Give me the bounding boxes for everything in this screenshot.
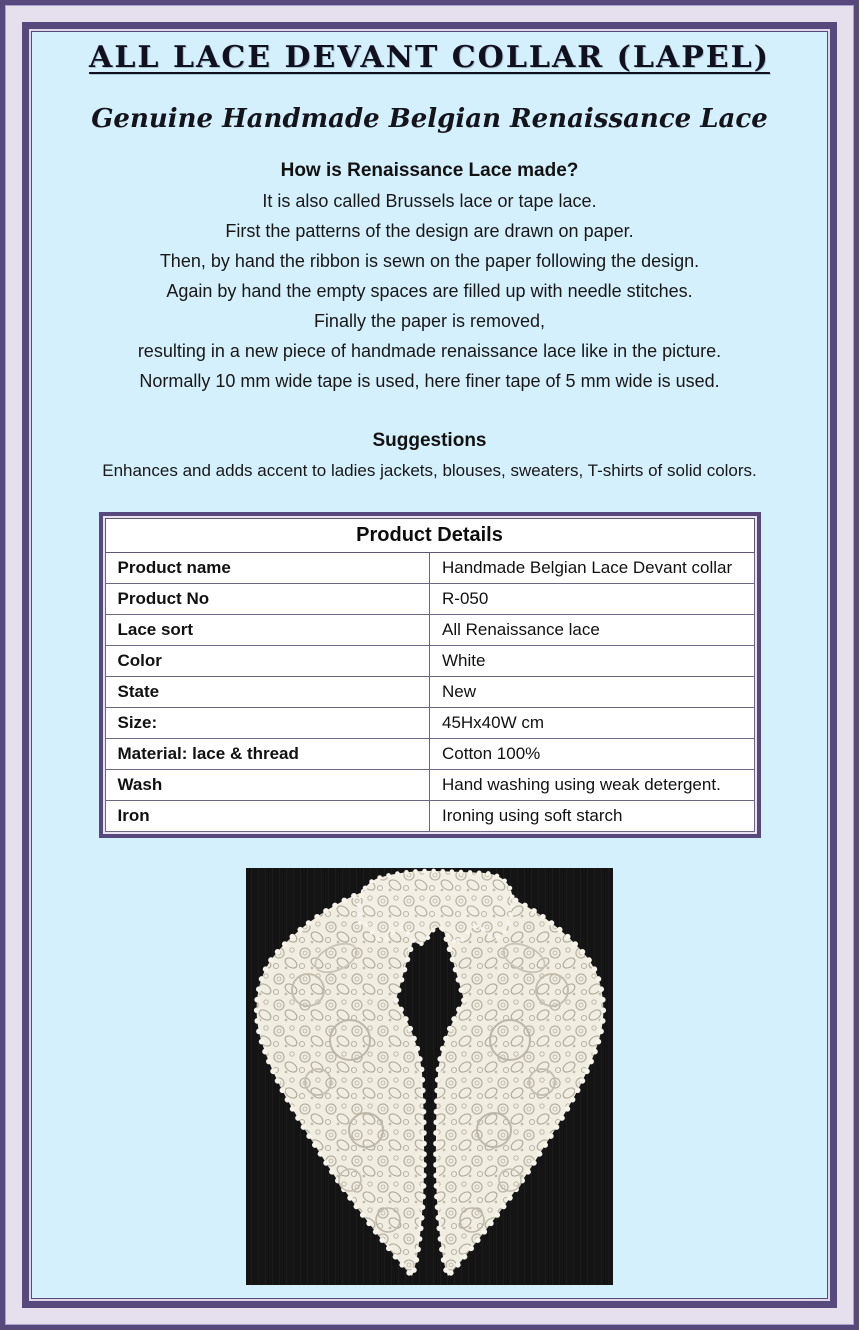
product-details-table-frame [99, 512, 761, 838]
product-photo [246, 868, 613, 1285]
table-row [105, 677, 754, 708]
row-value: Handmade Belgian Lace Devant collar [430, 553, 755, 584]
table-row [105, 553, 754, 584]
how-made-line: Then, by hand the ribbon is sewn on the paper following the design. [159, 251, 700, 271]
row-label: Lace sort [105, 615, 430, 646]
table-row [105, 584, 754, 615]
row-value: 45Hx40W cm [430, 708, 755, 739]
listing-title: ALL LACE DEVANT COLLAR (LAPEL) [89, 40, 770, 75]
inner-frame [22, 22, 837, 1308]
row-value: R-050 [430, 584, 755, 615]
lace-collar-image [246, 868, 613, 1285]
outer-frame [5, 5, 854, 1325]
how-made-line: It is also called Brussels lace or tape lace. [262, 191, 597, 211]
how-made-heading: How is Renaissance Lace made? [280, 160, 579, 181]
row-label: Size: [105, 708, 430, 739]
row-value: Hand washing using weak detergent. [430, 770, 755, 801]
how-made-line: Normally 10 mm wide tape is used, here finer tape of 5 mm wide is used. [139, 371, 720, 391]
product-details-table [105, 518, 755, 832]
how-made-line: Again by hand the empty spaces are filled up with needle stitches. [166, 281, 693, 301]
row-label: Iron [105, 801, 430, 832]
table-title: Product Details [105, 519, 754, 553]
table-row [105, 708, 754, 739]
how-made-line: resulting in a new piece of handmade renaissance lace like in the picture. [137, 341, 722, 361]
row-label: Color [105, 646, 430, 677]
table-row [105, 739, 754, 770]
table-row [105, 801, 754, 832]
how-made-line: Finally the paper is removed, [313, 311, 546, 331]
suggestions-heading: Suggestions [372, 430, 487, 451]
row-value: White [430, 646, 755, 677]
frame-gap [29, 29, 830, 1301]
row-label: State [105, 677, 430, 708]
table-header-row [105, 519, 754, 553]
row-label: Product name [105, 553, 430, 584]
row-label: Wash [105, 770, 430, 801]
how-made-section [32, 156, 827, 396]
suggestions-text: Enhances and adds accent to ladies jackets, blouses, sweaters, T-shirts of solid colors. [102, 461, 757, 480]
table-row [105, 646, 754, 677]
table-row [105, 770, 754, 801]
row-value: Ironing using soft starch [430, 801, 755, 832]
suggestions-section [32, 426, 827, 486]
row-value: Cotton 100% [430, 739, 755, 770]
table-row [105, 615, 754, 646]
row-value: New [430, 677, 755, 708]
content-area [31, 31, 828, 1299]
listing-subtitle: Genuine Handmade Belgian Renaissance Lace [91, 104, 768, 134]
how-made-line: First the patterns of the design are drawn on paper. [225, 221, 634, 241]
row-label: Product No [105, 584, 430, 615]
row-value: All Renaissance lace [430, 615, 755, 646]
row-label: Material: lace & thread [105, 739, 430, 770]
